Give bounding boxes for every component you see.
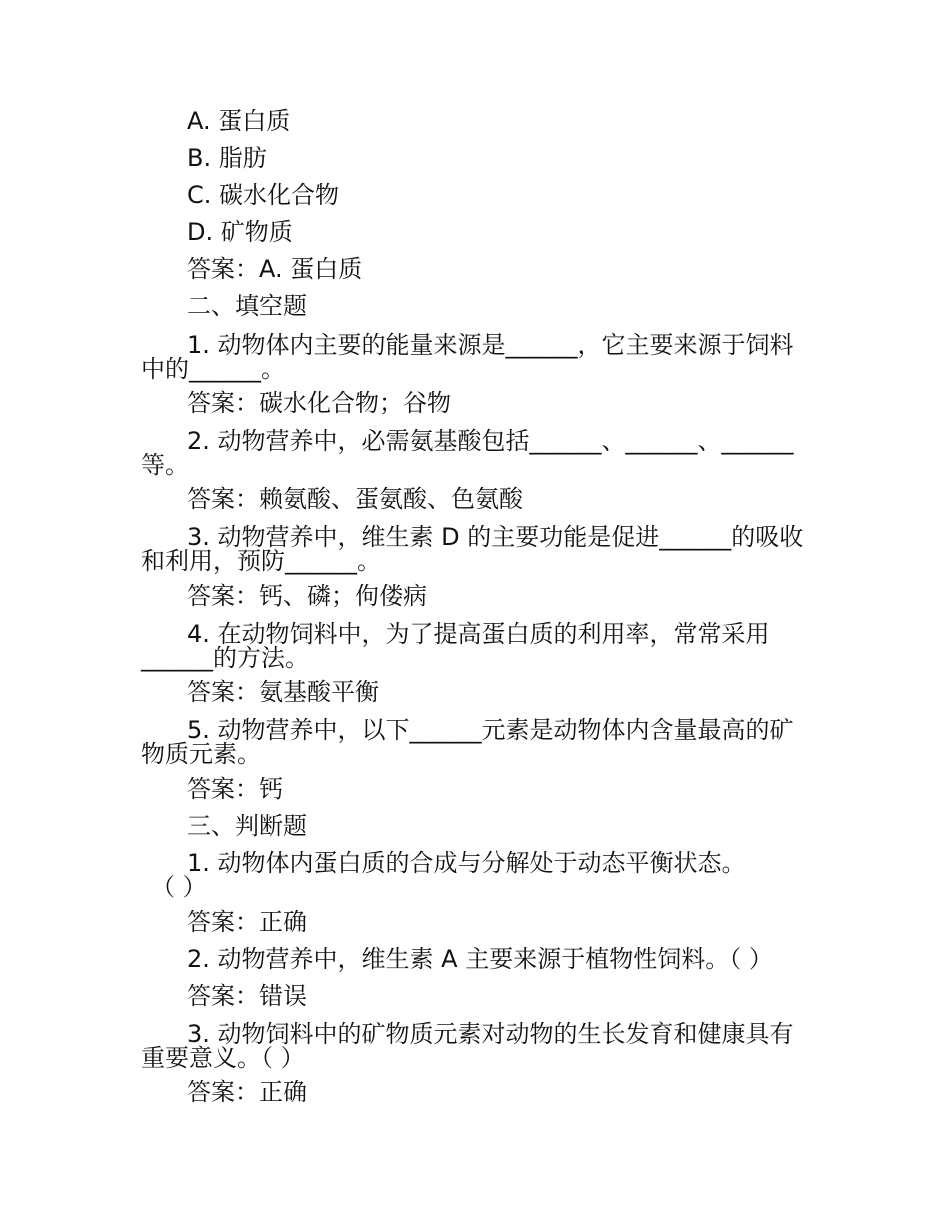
option-a: A. 蛋白质 xyxy=(187,107,291,135)
question-text-cont: 中的______。 xyxy=(141,355,285,383)
fill-question-3 xyxy=(141,525,821,573)
judge-question-1 xyxy=(141,851,821,899)
fill-section-title: 二、填空题 xyxy=(187,292,307,320)
option-c: C. 碳水化合物 xyxy=(187,181,340,209)
fill-answer-4: 答案：氨基酸平衡 xyxy=(187,678,379,706)
question-text: 5. 动物营养中，以下______元素是动物体内含量最高的矿 xyxy=(187,716,794,744)
judge-section-title: 三、判断题 xyxy=(187,812,307,840)
question-text: 2. 动物营养中，必需氨基酸包括______、______、______ xyxy=(187,427,794,455)
option-d: D. 矿物质 xyxy=(187,218,293,246)
question-text: 3. 动物饲料中的矿物质元素对动物的生长发育和健康具有 xyxy=(187,1020,794,1048)
choice-answer: 答案：A. 蛋白质 xyxy=(187,255,363,283)
judge-answer-2: 答案：错误 xyxy=(187,982,307,1010)
fill-answer-3: 答案：钙、磷；佝偻病 xyxy=(187,582,427,610)
fill-answer-5: 答案：钙 xyxy=(187,775,283,803)
question-text: 1. 动物体内蛋白质的合成与分解处于动态平衡状态。 xyxy=(187,849,746,877)
question-text-cont: 和利用，预防______。 xyxy=(141,547,381,575)
question-text: 4. 在动物饲料中，为了提高蛋白质的利用率，常常采用 xyxy=(187,620,770,648)
fill-question-1 xyxy=(141,333,821,381)
fill-question-5 xyxy=(141,718,821,766)
fill-question-2 xyxy=(141,429,821,477)
fill-question-4 xyxy=(141,622,821,670)
option-b: B. 脂肪 xyxy=(187,144,267,172)
judge-question-3 xyxy=(141,1022,821,1070)
judge-answer-3: 答案：正确 xyxy=(187,1078,307,1106)
judge-answer-1: 答案：正确 xyxy=(187,908,307,936)
question-text: 1. 动物体内主要的能量来源是______，它主要来源于饲料 xyxy=(187,331,794,359)
fill-answer-2: 答案：赖氨酸、蛋氨酸、色氨酸 xyxy=(187,485,523,513)
judge-question-2: 2. 动物营养中，维生素 A 主要来源于植物性饲料。（ ） xyxy=(187,945,773,973)
fill-answer-1: 答案：碳水化合物；谷物 xyxy=(187,389,451,417)
question-text-cont: 重要意义。（ ） xyxy=(141,1044,305,1072)
question-text-cont: 物质元素。 xyxy=(141,740,261,768)
question-text-cont: 等。 xyxy=(141,451,189,479)
question-text-cont: （ ） xyxy=(151,873,207,901)
question-text-cont: ______的方法。 xyxy=(141,644,309,672)
question-text: 3. 动物营养中，维生素 D 的主要功能是促进______的吸收 xyxy=(187,523,804,551)
